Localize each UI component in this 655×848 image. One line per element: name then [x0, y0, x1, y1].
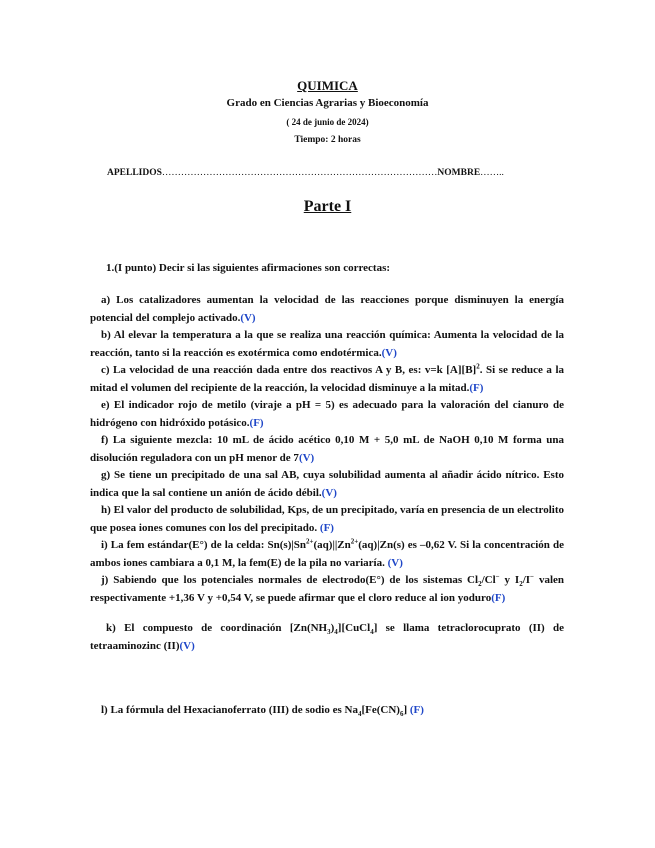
statement-l: l) La fórmula del Hexacianoferrato (III) de sodio es $Na_4[Fe(CN)_6]$ (F)	[101, 704, 424, 719]
nombre-label: NOMBRE	[437, 168, 481, 178]
statements-block-1	[90, 292, 564, 607]
statement-a: a) Los catalizadores aumentan la velocidad de las reacciones porque disminuyen la energía potencial del complejo activado.(V)	[90, 294, 564, 324]
exam-date: ( 24 de junio de 2024)	[286, 117, 369, 127]
subject-title: QUIMICA	[297, 78, 358, 93]
statement-e: e) El indicador rojo de metilo (viraje a pH = 5) es adecuado para la valoración del cianuro de hidrógeno con hidróxido potásico.(F)	[90, 399, 564, 429]
part-title: Parte I	[303, 198, 352, 215]
statement-j: j) Sabiendo que los potenciales normales de electrodo(E°) de los sistemas $Cl_2/Cl^-$ y $I_2/I^-$ valen respectivamente +1,36 V y +0,54 V, se puede afirmar que el cloro reduce al ion yoduro(F)	[90, 572, 565, 604]
answer-a: (V)	[240, 311, 256, 324]
statement-h: h) El valor del producto de solubilidad, Kps, de un precipitado, varía en presencia de un electrolito que posea iones comunes con los del precipitado. (F)	[90, 504, 564, 534]
nombre-blank: ……..	[480, 168, 504, 178]
apellidos-label: APELLIDOS	[107, 168, 162, 178]
answer-j: (F)	[491, 591, 506, 604]
statement-f: f) La siguiente mezcla: 10 mL de ácido acético 0,10 M + 5,0 mL de NaOH 0,10 M forma una disolución reguladora con un pH menor de 7(V)	[90, 434, 564, 464]
answer-k: (V)	[179, 639, 195, 652]
answer-l: (F)	[409, 704, 424, 716]
statement-k: k) El compuesto de coordinación $[Zn(NH_3)_4][CuCl_4]$ se llama tetraclorocuprato (II) de tetraaminozinc (II)(V)	[90, 622, 564, 652]
statements-block-3	[90, 702, 564, 720]
answer-e: (F)	[249, 416, 264, 429]
names-line	[107, 168, 552, 178]
answer-i: (V)	[387, 556, 403, 569]
question-1-heading: 1.(I punto) Decir si las siguientes afirmaciones son correctas:	[106, 262, 391, 274]
answer-b: (V)	[381, 346, 397, 359]
statement-b: b) Al elevar la temperatura a la que se realiza una reacción química: Aumenta la velocidad de la reacción, tanto si la reacción es exotérmica como endotérmica.(V)	[90, 329, 564, 359]
statement-i: i) La fem estándar(E°) de la celda: $Sn(s)|Sn^{2+}(aq)||Zn^{2+}(aq)|Zn(s)$ es –0,62 V. Si la concentración de ambos iones cambiara a 0,1 M, la fem(E) de la pila no variaría. (V)	[90, 537, 564, 569]
degree-name: Grado en Ciencias Agrarias y Bioeconomía	[226, 97, 429, 109]
answer-f: (V)	[298, 451, 315, 464]
statements-block-2	[90, 620, 564, 655]
answer-g: (V)	[321, 486, 337, 499]
apellidos-blank: ……………………………………………………………………………	[161, 168, 438, 178]
exam-duration: Tiempo: 2 horas	[294, 135, 361, 145]
statement-c: c) La velocidad de una reacción dada entre dos reactivos A y B, es: v=k $[A][B]^2$. Si se reduce a la mitad el volumen del recipiente de la reacción, la velocidad disminuye a la mitad.(F)	[90, 362, 564, 394]
statement-g: g) Se tiene un precipitado de una sal AB, cuya solubilidad aumenta al añadir ácido nítrico. Esto indica que la sal contiene un anión de ácido débil.(V)	[90, 469, 564, 499]
answer-h: (F)	[319, 521, 334, 534]
answer-c: (F)	[469, 381, 484, 394]
